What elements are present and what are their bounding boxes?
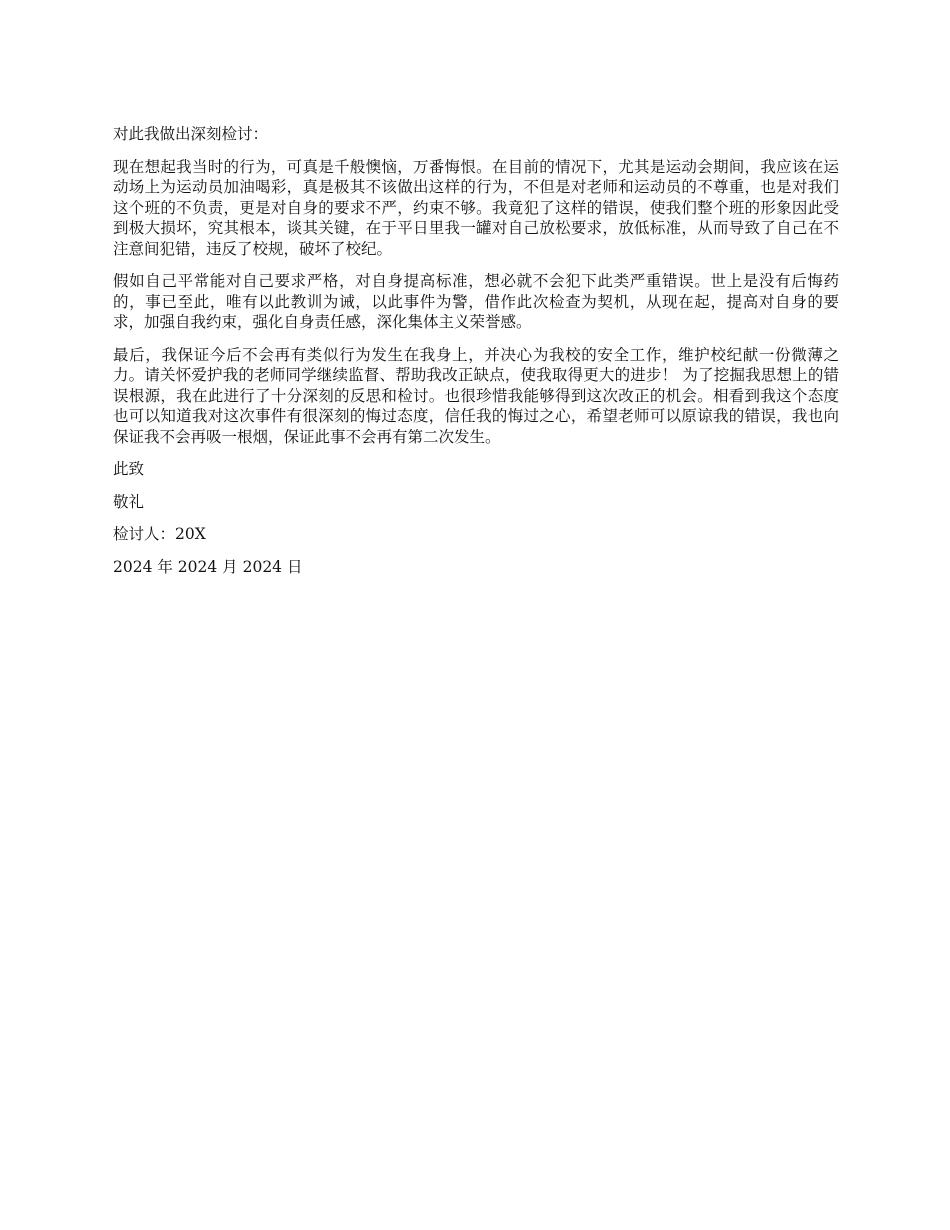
closing-respect: 敬礼 [113,492,145,511]
closing-salutation: 此致 [113,460,145,478]
document-body [113,124,839,589]
signature-line: 检讨人：20X [113,525,206,543]
date-line: 2024 年 2024 月 2024 日 [113,557,303,576]
opening-line: 对此我做出深刻检讨： [113,125,269,143]
paragraph-1: 现在想起我当时的行为，可真是千般懊恼，万番悔恨。在目前的情况下，尤其是运动会期间，我应该在运动场上为运动员加油喝彩，真是极其不该做出这样的行为，不但是对老师和运动员的不尊重，也是对我们这个班的不负责，更是对自身的要求不严，约束不够。我竟犯了这样的错误，使我们整个班的形象因此受到极大损坏，究其根本，谈其关键，在于平日里我一罐对自己放松要求，放低标准，从而导致了自己在不注意间犯错，违反了校规，破坏了校纪。 [113,157,839,258]
paragraph-2: 假如自己平常能对自己要求严格，对自身提高标准，想必就不会犯下此类严重错误。世上是没有后悔药的，事已至此，唯有以此教训为诫，以此事件为警，借作此次检查为契机，从现在起，提高对自身的要求，加强自我约束，强化自身责任感，深化集体主义荣誉感。 [113,272,839,331]
paragraph-3: 最后，我保证今后不会再有类似行为发生在我身上，并决心为我校的安全工作，维护校纪献一份微薄之力。请关怀爱护我的老师同学继续监督、帮助我改正缺点，使我取得更大的进步！ 为了挖掘我思想上的错误根源，我在此进行了十分深刻的反思和检讨。也很珍惜我能够得到这次改正的机会。相看到我这个态度也可以知道我对这次事件有很深刻的悔过态度，信任我的悔过之心，希望老师可以原谅我的错误，我也向保证我不会再吸一根烟，保证此事不会再有第二次发生。 [113,345,839,446]
